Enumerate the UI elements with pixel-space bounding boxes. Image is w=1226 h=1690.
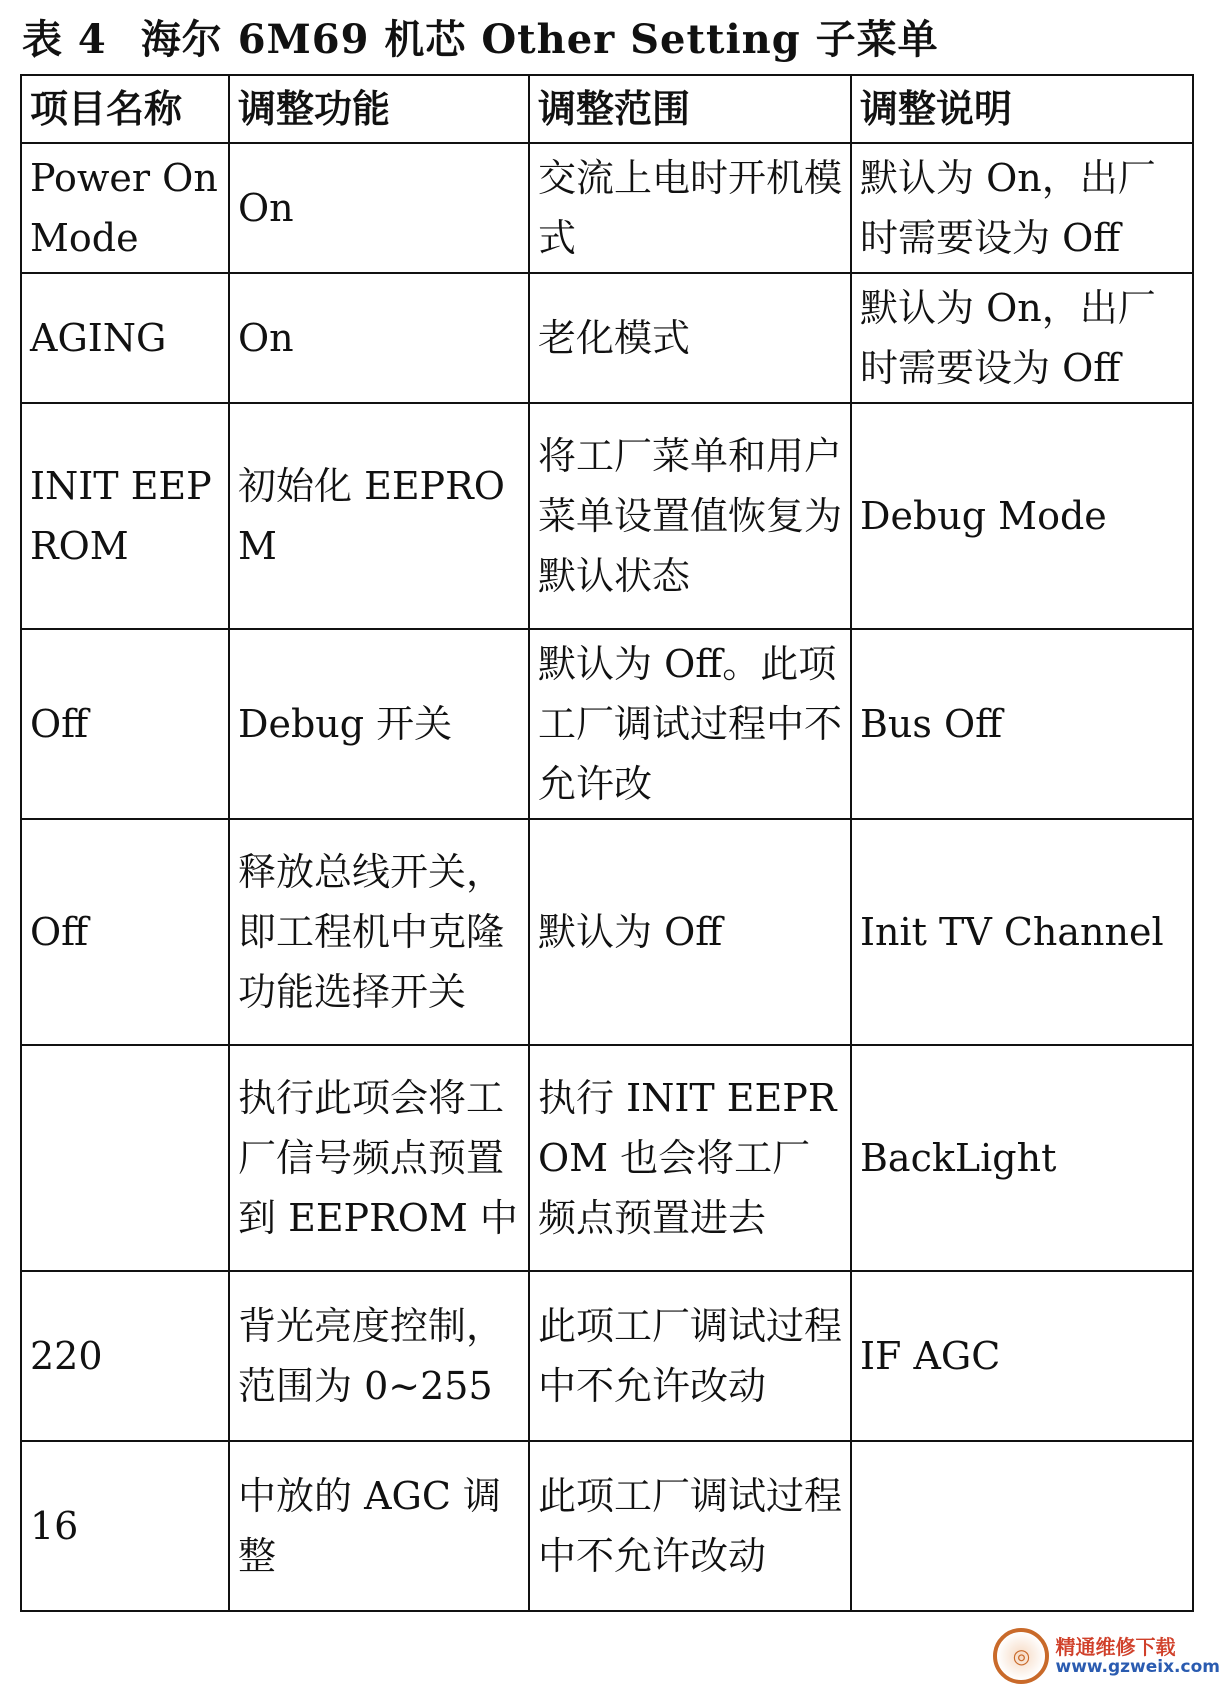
table-cell: 中放的 AGC 调整	[229, 1441, 529, 1611]
table-cell: 默认为 On，出厂时需要设为 Off	[851, 143, 1193, 273]
table-cell: 默认为 On，出厂时需要设为 Off	[851, 273, 1193, 403]
settings-table	[20, 74, 1194, 1612]
table-cell: 此项工厂调试过程中不允许改动	[529, 1441, 851, 1611]
table-cell: 将工厂菜单和用户菜单设置值恢复为默认状态	[529, 403, 851, 629]
header-function: 调整功能	[229, 75, 529, 143]
table-cell: Off	[21, 629, 229, 819]
table-cell: On	[229, 143, 529, 273]
table-cell: 执行 INIT EEPROM 也会将工厂频点预置进去	[529, 1045, 851, 1271]
table-cell: Init TV Channel	[851, 819, 1193, 1045]
table-number: 表 4	[22, 16, 107, 63]
table-title-text: 海尔 6M69 机芯 Other Setting 子菜单	[140, 16, 939, 63]
table-cell: 初始化 EEPROM	[229, 403, 529, 629]
table-cell	[21, 1045, 229, 1271]
table-cell: 此项工厂调试过程中不允许改动	[529, 1271, 851, 1441]
table-cell: 默认为 Off。此项工厂调试过程中不允许改	[529, 629, 851, 819]
table-cell: BackLight	[851, 1045, 1193, 1271]
table-cell: 老化模式	[529, 273, 851, 403]
table-cell: 220	[21, 1271, 229, 1441]
watermark-url: www.gzweix.com	[1055, 1656, 1220, 1677]
table-cell: 释放总线开关，即工程机中克隆功能选择开关	[229, 819, 529, 1045]
table-cell: On	[229, 273, 529, 403]
site-watermark	[993, 1628, 1220, 1684]
watermark-name: 精通维修下载	[1055, 1634, 1176, 1659]
header-description: 调整说明	[851, 75, 1193, 143]
table-cell: 交流上电时开机模式	[529, 143, 851, 273]
table-row	[21, 273, 1193, 403]
table-row	[21, 1271, 1193, 1441]
table-cell: 执行此项会将工厂信号频点预置到 EEPROM 中	[229, 1045, 529, 1271]
table-row	[21, 1441, 1193, 1611]
table-row	[21, 1045, 1193, 1271]
table-cell: Power On Mode	[21, 143, 229, 273]
table-header-row	[21, 75, 1193, 143]
table-row	[21, 403, 1193, 629]
table-cell: Debug Mode	[851, 403, 1193, 629]
header-range: 调整范围	[529, 75, 851, 143]
table-cell: 默认为 Off	[529, 819, 851, 1045]
table-cell: Debug 开关	[229, 629, 529, 819]
table-cell: 16	[21, 1441, 229, 1611]
table-cell: 背光亮度控制，范围为 0~255	[229, 1271, 529, 1441]
table-cell: Bus Off	[851, 629, 1193, 819]
table-row	[21, 143, 1193, 273]
table-cell: AGING	[21, 273, 229, 403]
table-cell: INIT EEPROM	[21, 403, 229, 629]
table-cell	[851, 1441, 1193, 1611]
table-row	[21, 819, 1193, 1045]
watermark-logo-icon: ◎	[993, 1628, 1049, 1684]
table-cell: Off	[21, 819, 229, 1045]
table-row	[21, 629, 1193, 819]
table-title	[22, 8, 939, 65]
header-item-name: 项目名称	[21, 75, 229, 143]
table-cell: IF AGC	[851, 1271, 1193, 1441]
